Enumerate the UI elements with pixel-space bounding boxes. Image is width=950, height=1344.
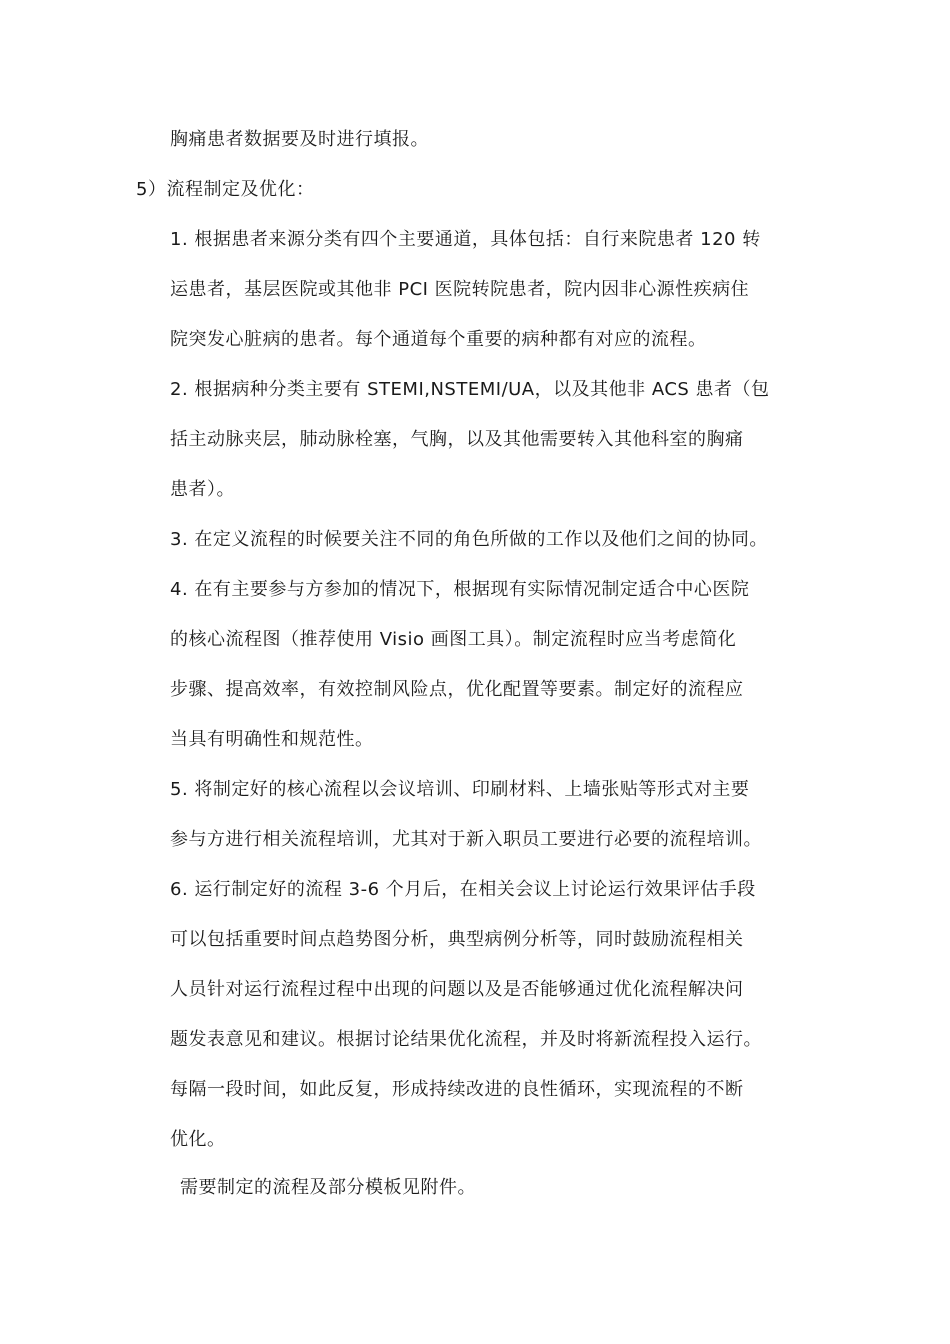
item-4-line-3: 步骤、提高效率，有效控制风险点，优化配置等要素。制定好的流程应 xyxy=(170,679,744,700)
item-5-line-1: 5. 将制定好的核心流程以会议培训、印刷材料、上墙张贴等形式对主要 xyxy=(170,779,750,800)
item-2-line-3: 患者）。 xyxy=(170,479,235,500)
item-6-line-4: 题发表意见和建议。根据讨论结果优化流程，并及时将新流程投入运行。 xyxy=(170,1029,762,1050)
item-6-line-2: 可以包括重要时间点趋势图分析，典型病例分析等，同时鼓励流程相关 xyxy=(170,929,744,950)
item-6-line-3: 人员针对运行流程过程中出现的问题以及是否能够通过优化流程解决问 xyxy=(170,979,744,1000)
item-4-line-2: 的核心流程图（推荐使用 Visio 画图工具）。制定流程时应当考虑简化 xyxy=(170,629,737,650)
item-5-line-2: 参与方进行相关流程培训，尤其对于新入职员工要进行必要的流程培训。 xyxy=(170,829,762,850)
item-4-line-1: 4. 在有主要参与方参加的情况下，根据现有实际情况制定适合中心医院 xyxy=(170,579,750,600)
item-1-line-2: 运患者，基层医院或其他非 PCI 医院转院患者，院内因非心源性疾病住 xyxy=(170,279,750,300)
item-3-line-1: 3. 在定义流程的时候要关注不同的角色所做的工作以及他们之间的协同。 xyxy=(170,529,768,550)
section-heading: 5）流程制定及优化： xyxy=(136,179,315,200)
item-4-line-4: 当具有明确性和规范性。 xyxy=(170,729,374,750)
item-2-line-1: 2. 根据病种分类主要有 STEMI,NSTEMI/UA，以及其他非 ACS 患者（包 xyxy=(170,379,770,400)
item-1-line-3: 院突发心脏病的患者。每个通道每个重要的病种都有对应的流程。 xyxy=(170,329,707,350)
item-2-line-2: 括主动脉夹层，肺动脉栓塞，气胸，以及其他需要转入其他科室的胸痛 xyxy=(170,429,744,450)
item-6-line-1: 6. 运行制定好的流程 3-6 个月后，在相关会议上讨论运行效果评估手段 xyxy=(170,879,756,900)
continuation-text: 胸痛患者数据要及时进行填报。 xyxy=(170,129,429,150)
item-6-line-6: 优化。 xyxy=(170,1129,226,1150)
footer-note: 需要制定的流程及部分模板见附件。 xyxy=(180,1177,476,1198)
item-6-line-5: 每隔一段时间，如此反复，形成持续改进的良性循环，实现流程的不断 xyxy=(170,1079,744,1100)
item-1-line-1: 1. 根据患者来源分类有四个主要通道，具体包括：自行来院患者 120 转 xyxy=(170,229,761,250)
